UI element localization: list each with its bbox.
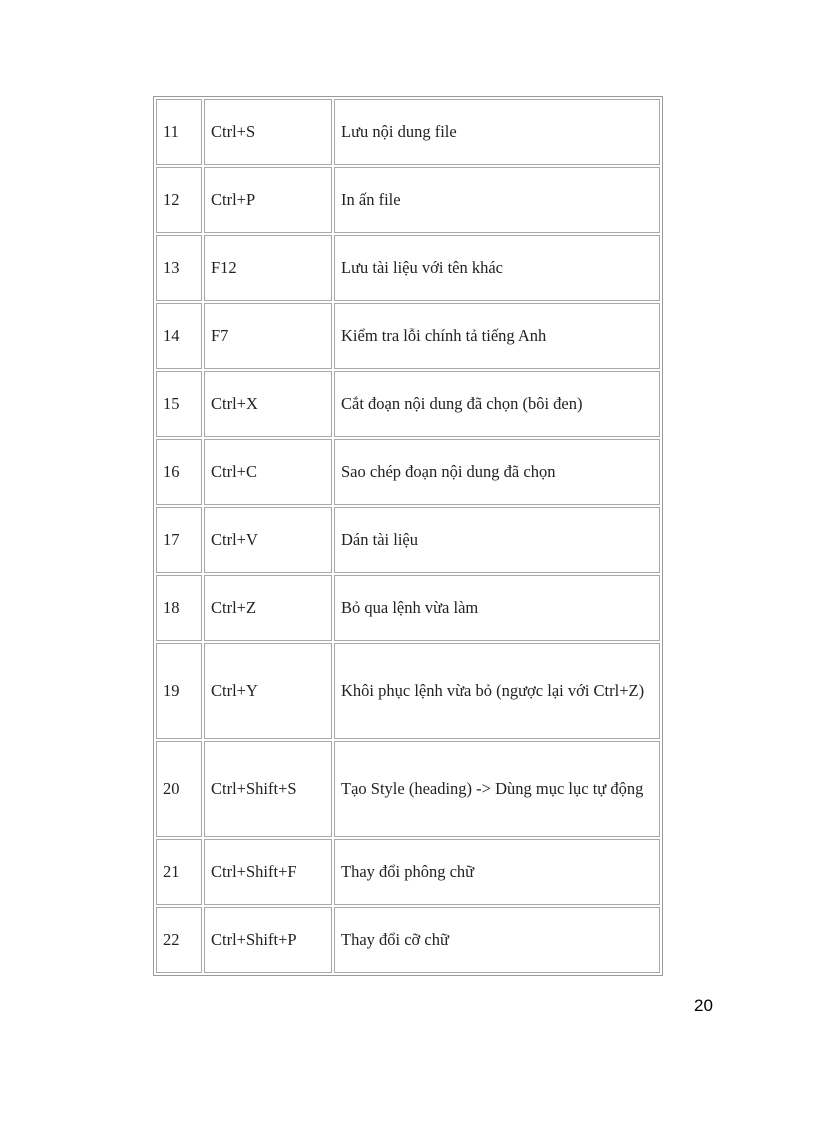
table-row (156, 371, 660, 437)
shortcut-description: Lưu nội dung file (334, 99, 660, 165)
row-number: 18 (156, 575, 202, 641)
row-number: 12 (156, 167, 202, 233)
table-row (156, 575, 660, 641)
shortcut-description: Dán tài liệu (334, 507, 660, 573)
row-number: 13 (156, 235, 202, 301)
shortcut-key: Ctrl+Shift+F (204, 839, 332, 905)
row-number: 16 (156, 439, 202, 505)
row-number: 19 (156, 643, 202, 739)
table-row (156, 99, 660, 165)
table-row (156, 839, 660, 905)
shortcut-table (153, 96, 663, 976)
shortcut-description: Tạo Style (heading) -> Dùng mục lục tự động (334, 741, 660, 837)
row-number: 17 (156, 507, 202, 573)
page-number: 20 (694, 996, 713, 1015)
shortcut-key: Ctrl+X (204, 371, 332, 437)
table-row (156, 167, 660, 233)
shortcut-key: Ctrl+Y (204, 643, 332, 739)
shortcut-key: Ctrl+Shift+S (204, 741, 332, 837)
shortcut-key: Ctrl+C (204, 439, 332, 505)
table-row (156, 907, 660, 973)
shortcut-description: Kiểm tra lỗi chính tả tiếng Anh (334, 303, 660, 369)
row-number: 21 (156, 839, 202, 905)
table-row (156, 235, 660, 301)
shortcut-key: F7 (204, 303, 332, 369)
table-row (156, 439, 660, 505)
shortcut-key: Ctrl+V (204, 507, 332, 573)
table-row (156, 303, 660, 369)
shortcut-description: Cắt đoạn nội dung đã chọn (bôi đen) (334, 371, 660, 437)
shortcut-description: Khôi phục lệnh vừa bỏ (ngược lại với Ctrl+Z) (334, 643, 660, 739)
shortcut-key: F12 (204, 235, 332, 301)
shortcut-description: Sao chép đoạn nội dung đã chọn (334, 439, 660, 505)
shortcut-key: Ctrl+Z (204, 575, 332, 641)
row-number: 14 (156, 303, 202, 369)
row-number: 22 (156, 907, 202, 973)
row-number: 11 (156, 99, 202, 165)
table-row (156, 643, 660, 739)
table-row (156, 741, 660, 837)
shortcut-description: In ấn file (334, 167, 660, 233)
row-number: 15 (156, 371, 202, 437)
shortcut-description: Lưu tài liệu với tên khác (334, 235, 660, 301)
shortcut-key: Ctrl+P (204, 167, 332, 233)
shortcut-description: Thay đổi phông chữ (334, 839, 660, 905)
shortcut-key: Ctrl+Shift+P (204, 907, 332, 973)
shortcut-key: Ctrl+S (204, 99, 332, 165)
shortcut-description: Bỏ qua lệnh vừa làm (334, 575, 660, 641)
shortcut-description: Thay đổi cỡ chữ (334, 907, 660, 973)
table-row (156, 507, 660, 573)
row-number: 20 (156, 741, 202, 837)
